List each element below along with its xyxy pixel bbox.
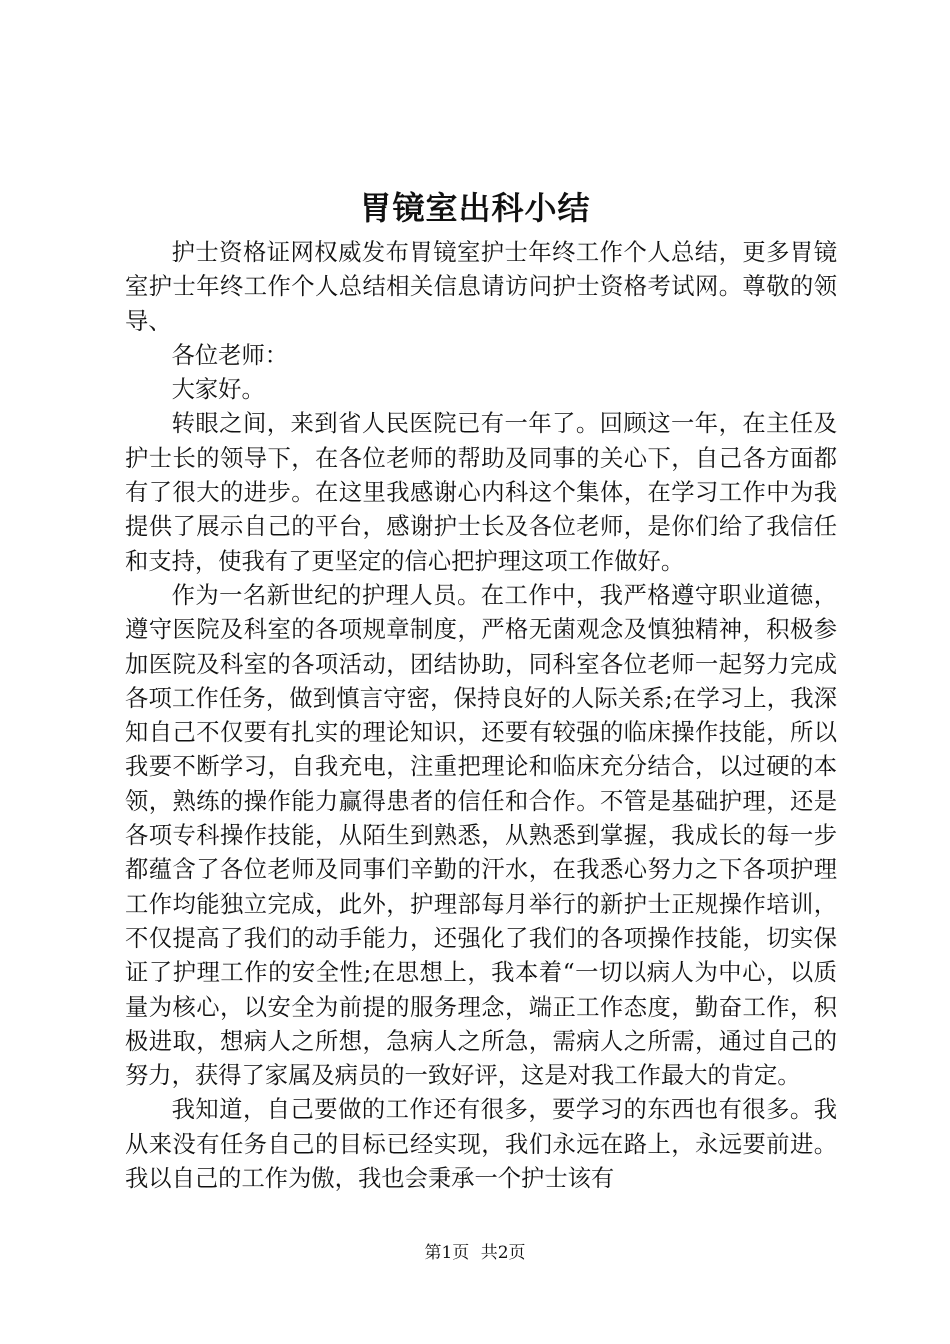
document-body <box>125 236 837 1196</box>
paragraph: 大家好。 <box>171 376 265 404</box>
paragraph: 各位老师： <box>171 341 289 369</box>
page-number: 第1页 <box>424 1243 470 1263</box>
paragraph: 转眼之间，来到省人民医院已有一年了。回顾这一年，在主任及护士长的领导下，在各位老师的帮助及同事的关心下，自己各方面都有了很大的进步。在这里我感谢心内科这个集体，在学习工作中为我提供了展示自己的平台，感谢护士长及各位老师，是你们给了我信任和支持，使我有了更坚定的信心把护理这项工作做好。 <box>125 410 837 575</box>
document-title: 胃镜室出科小结 <box>359 189 591 227</box>
page-total: 共2页 <box>480 1243 526 1263</box>
page-footer <box>0 1242 950 1264</box>
paragraph: 作为一名新世纪的护理人员。在工作中，我严格遵守职业道德，遵守医院及科室的各项规章制度，严格无菌观念及慎独精神，积极参加医院及科室的各项活动，团结协助，同科室各位老师一起努力完成各项工作任务，做到慎言守密，保持良好的人际关系;在学习上，我深知自己不仅要有扎实的理论知识，还要有较强的临床操作技能，所以我要不断学习，自我充电，注重把理论和临床充分结合，以过硬的本领，熟练的操作能力赢得患者的信任和合作。不管是基础护理，还是各项专科操作技能，从陌生到熟悉，从熟悉到掌握，我成长的每一步都蕴含了各位老师及同事们辛勤的汗水，在我悉心努力之下各项护理工作均能独立完成，此外，护理部每月举行的新护士正规操作培训，不仅提高了我们的动手能力，还强化了我们的各项操作技能，切实保证了护理工作的安全性;在思想上，我本着“一切以病人为中心，以质量为核心，以安全为前提的服务理念，端正工作态度，勤奋工作，积极进取，想病人之所想，急病人之所急，需病人之所需，通过自己的努力，获得了家属及病员的一致好评，这是对我工作最大的肯定。 <box>125 581 837 1090</box>
paragraph: 我知道，自己要做的工作还有很多，要学习的东西也有很多。我从来没有任务自己的目标已经实现，我们永远在路上，永远要前进。我以自己的工作为傲，我也会秉承一个护士该有 <box>125 1096 837 1193</box>
paragraph: 护士资格证网权威发布胃镜室护士年终工作个人总结，更多胃镜室护士年终工作个人总结相关信息请访问护士资格考试网。尊敬的领导、 <box>125 239 837 335</box>
